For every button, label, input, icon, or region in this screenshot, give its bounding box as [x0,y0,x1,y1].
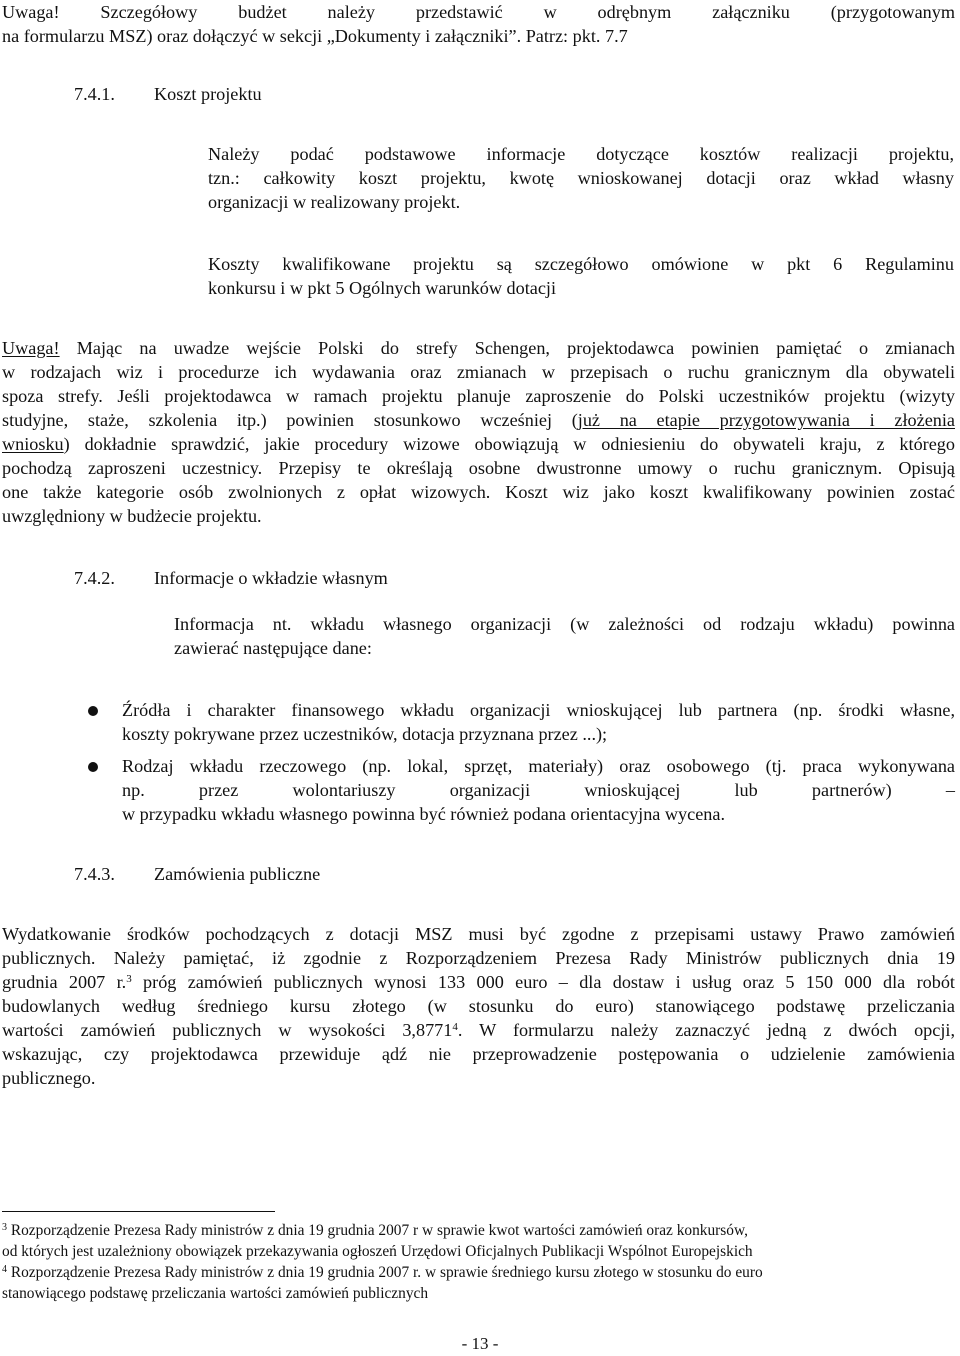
paragraph-line: zawierać następujące dane: [174,638,372,658]
list-item-line: Rodzaj wkładu rzeczowego (np. lokal, sprzęt, materiały) oraz osobowego (tj. praca wykonywana [122,756,955,776]
footnote-text: Rozporządzenie Prezesa Rady ministrów z dnia 19 grudnia 2007 r w sprawie kwot wartości zamówień oraz konkursów, [7,1222,748,1239]
paragraph-line: w rodzajach wiz i procedurze ich wydawania oraz zmianach w przepisach o ruchu granicznym dla obywateli [2,362,955,382]
footnote-3 [2,1220,955,1241]
list-item-text [122,698,955,746]
list-item-line: koszty pokrywane przez uczestników, dotacja przyznana przez ...); [122,724,608,744]
footnote-text: Rozporządzenie Prezesa Rady ministrów z dnia 19 grudnia 2007 r. w sprawie średniego kursu złotego w stosunku do euro [7,1264,763,1281]
public-procurement-paragraph [2,922,955,1090]
paragraph-text: wartości zamówień publicznych w wysokości 3,8771 [2,1020,453,1040]
page-number: - 13 - [461,1334,499,1353]
paragraph-line: Informacja nt. wkładu własnego organizacji (w zależności od rodzaju wkładu) powinna [174,614,955,634]
paragraph-line [2,432,955,456]
paragraph-line [2,336,955,360]
footnote-mark: 4 [2,1264,7,1275]
paragraph-line: publicznego. [2,1068,96,1088]
paragraph-line [2,970,955,994]
paragraph-text: studyjne, staże, szkolenia itp.) powinien stosunkowo wcześniej ( [2,410,578,430]
intro-note [2,0,955,48]
section-title: Koszt projektu [154,84,262,104]
footnote-separator [2,1211,275,1212]
paragraph-text: Mając na uwadze wejście Polski do strefy Schengen, projektodawca powinien pamiętać o zmianach [76,338,955,358]
warning-label: Uwaga! [2,338,60,358]
footnote-ref: 3 [126,973,132,985]
eligible-costs-paragraph [208,252,954,300]
underlined-text: już na etapie przygotowywania i złożenia [577,410,955,430]
footnote-4 [2,1262,955,1283]
paragraph-line [2,408,955,432]
intro-line: Uwaga! Szczegółowy budżet należy przedstawić w odrębnym załączniku (przygotowanym [2,2,955,22]
section-heading-742 [74,566,388,590]
section-title: Informacje o wkładzie własnym [154,568,388,588]
paragraph-text: próg zamówień publicznych wynosi 133 000 euro – dla dostaw i usług oraz 5 150 000 dla robót [131,972,955,992]
paragraph-line: konkursu i w pkt 5 Ogólnych warunków dotacji [208,278,557,298]
paragraph-line: one także kategorie osób zwolnionych z opłat wizowych. Koszt wiz jako koszt kwalifikowany powinien zostać [2,482,955,502]
schengen-warning-paragraph [2,336,955,528]
section-heading-743 [74,862,320,886]
list-item-text [122,754,955,826]
paragraph-line: Koszty kwalifikowane projektu są szczegółowo omówione w pkt 6 Regulaminu [208,254,954,274]
paragraph-line: organizacji w realizowany projekt. [208,192,461,212]
footnote-ref: 4 [452,1021,458,1033]
footnote-text: stanowiącego podstawę przeliczania wartości zamówień publicznych [2,1285,429,1302]
section-heading-741 [74,82,262,106]
paragraph-line: Wydatkowanie środków pochodzących z dotacji MSZ musi być zgodne z przepisami ustawy Prawo zamówień [2,924,955,944]
underlined-text: wniosku [2,434,64,454]
section-number: 7.4.2. [74,568,115,588]
footnotes [2,1220,955,1304]
list-item-line: np. przez wolontariuszy organizacji wnioskującej lub partnerów) – [122,780,955,800]
section-number: 7.4.1. [74,84,115,104]
section-number: 7.4.3. [74,864,115,884]
paragraph-line: tzn.: całkowity koszt projektu, kwotę wnioskowanej dotacji oraz wkład własny [208,168,954,188]
own-contribution-paragraph [174,612,955,660]
paragraph-line: budowlanych według średniego kursu złotego (w stosunku do euro) stanowiącego podstawę przeliczania [2,996,955,1016]
footnote-text: od których jest uzależniony obowiązek przekazywania ogłoszeń Urzędowi Oficjalnych Publikacji Wspólnot Europejskich [2,1243,753,1260]
footnote-mark: 3 [2,1222,7,1233]
paragraph-line: pochodzą zaproszeni uczestnicy. Przepisy te określają osobne dwustronne umowy o ruchu granicznym. Opisują [2,458,955,478]
paragraph-line: spoza strefy. Jeśli projektodawca w ramach projektu planuje zaproszenie do Polski uczestników projektu (wizyty [2,386,955,406]
paragraph-line [2,1018,955,1042]
bullet-icon [88,762,98,772]
paragraph-text: grudnia 2007 r. [2,972,127,992]
list-item-line: Źródła i charakter finansowego wkładu organizacji wnioskującej lub partnera (np. środki własne, [122,700,955,720]
paragraph-line: uwzględniony w budżecie projektu. [2,506,262,526]
list-item-line: w przypadku wkładu własnego powinna być również podana orientacyjna wycena. [122,804,726,824]
bullet-icon [88,706,98,716]
paragraph-line: publicznych. Należy pamiętać, iż zgodnie z Rozporządzeniem Prezesa Rady Ministrów publicznych dnia 19 [2,948,955,968]
paragraph-text: . W formularzu należy zaznaczyć jedną z dwóch opcji, [457,1020,955,1040]
intro-line: na formularzu MSZ) oraz dołączyć w sekcji „Dokumenty i załączniki”. Patrz: pkt. 7.7 [2,26,628,46]
paragraph-text: ) dokładnie sprawdzić, jakie procedury wizowe obowiązują w odniesieniu do obywateli kraju, z którego [63,434,955,454]
paragraph-line: Należy podać podstawowe informacje dotyczące kosztów realizacji projektu, [208,144,954,164]
section-title: Zamówienia publiczne [154,864,321,884]
cost-info-paragraph [208,142,954,214]
paragraph-line: wskazując, czy projektodawca przewiduje ądź nie przeprowadzenie postępowania o udzielenie zamówienia [2,1044,955,1064]
